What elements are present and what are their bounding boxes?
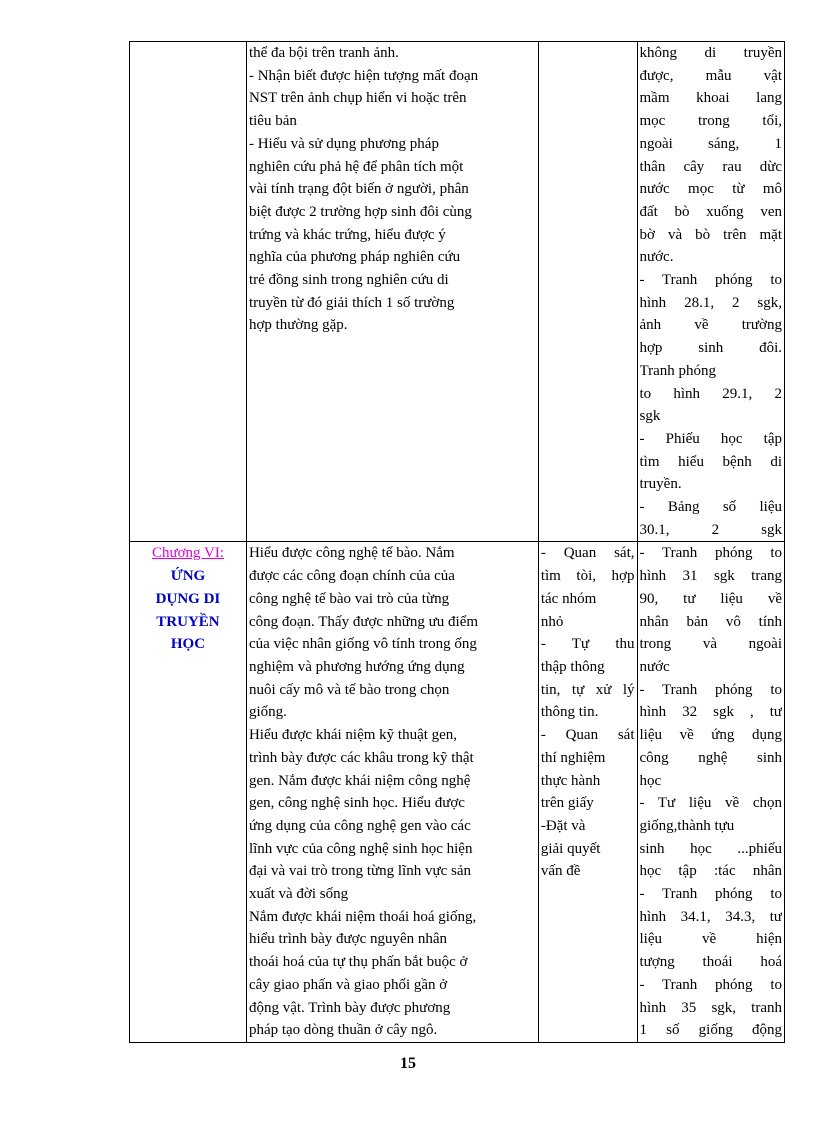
text-line: hình 28.1, 2 sgk, bbox=[639, 294, 782, 311]
text-line: liệu về hiện bbox=[639, 931, 782, 948]
text-line: trình bày được các khâu trong kỹ thật bbox=[248, 749, 474, 766]
text-line: công đoạn. Thấy được những ưu điểm bbox=[248, 613, 479, 630]
text-line: tin, tự xử lý bbox=[540, 681, 635, 698]
text-line: tìm hiểu bệnh di bbox=[639, 453, 782, 470]
text-line: Hiểu được công nghệ tế bào. Nắm bbox=[248, 545, 455, 562]
text-line: vấn đề bbox=[540, 863, 581, 880]
text-line: pháp tạo dòng thuần ở cây ngô. bbox=[248, 1022, 438, 1039]
text-line: của việc nhân giống vô tính trong ống bbox=[248, 636, 477, 653]
text-line: thí nghiệm bbox=[540, 749, 606, 766]
text-line: xuất và đời sống bbox=[248, 886, 349, 903]
objectives-cell bbox=[246, 542, 538, 1042]
text-line: truyền. bbox=[639, 476, 682, 493]
text-line: thể đa bội trên tranh ảnh. bbox=[248, 45, 399, 61]
text-line: trứng và khác trứng, hiểu được ý bbox=[248, 226, 446, 243]
text-line: 30.1, 2 sgk bbox=[639, 521, 782, 538]
text-line: - Tư liệu về chọn bbox=[639, 795, 782, 812]
text-line: Hiểu được khái niệm kỹ thuật gen, bbox=[248, 727, 458, 744]
text-line: hình 34.1, 34.3, tư bbox=[639, 908, 782, 925]
text-line: 1 số giống động bbox=[639, 1022, 782, 1039]
text-line: công nghệ sinh bbox=[639, 749, 782, 766]
text-line: Nắm được khái niệm thoái hoá giống, bbox=[248, 908, 477, 925]
text-line: sinh học ...phiếu bbox=[639, 840, 782, 857]
text-line: - Tranh phóng to bbox=[639, 886, 782, 903]
text-line: hợp sinh đôi. bbox=[639, 340, 782, 357]
text-line: được, mẫu vật bbox=[639, 67, 782, 84]
text-line: Tranh phóng bbox=[639, 362, 717, 379]
text-line: mọc trong tối, bbox=[639, 113, 782, 130]
methods-cell bbox=[538, 542, 637, 1042]
text-line: - Phiếu học tập bbox=[639, 430, 782, 447]
text-line: gen. Nắm được khái niệm công nghệ bbox=[248, 772, 471, 789]
page-number: 15 bbox=[400, 1055, 416, 1072]
text-line: - Quan sát bbox=[540, 727, 635, 744]
table-row bbox=[130, 42, 785, 542]
text-line: động vật. Trình bày được phương bbox=[248, 999, 451, 1016]
text-line: - Tranh phóng to bbox=[639, 272, 782, 289]
text-line: gen, công nghệ sinh học. Hiểu được bbox=[248, 795, 465, 812]
text-line: to hình 29.1, 2 bbox=[639, 385, 782, 402]
text-line: ngoài sáng, 1 bbox=[639, 135, 782, 152]
text-line: hợp thường gặp. bbox=[248, 317, 348, 334]
text-line: công nghệ tế bào vai trò của từng bbox=[248, 590, 450, 607]
methods-cell bbox=[538, 42, 637, 542]
text-line: thân cây rau dừc bbox=[639, 158, 782, 175]
text-line: trên giấy bbox=[540, 795, 594, 812]
text-line: hiểu trình bày được nguyên nhân bbox=[248, 931, 448, 948]
materials-cell bbox=[637, 542, 785, 1042]
text-line: thoái hoá của tự thụ phấn bắt buộc ở bbox=[248, 954, 468, 971]
text-line: học tập :tác nhân bbox=[639, 863, 782, 880]
text-line: tác nhóm bbox=[540, 590, 597, 607]
text-line: - Hiểu và sử dụng phương pháp bbox=[248, 135, 439, 152]
text-line: - Quan sát, bbox=[540, 545, 635, 562]
materials-cell bbox=[637, 42, 785, 542]
text-line: NST trên ảnh chụp hiển vi hoặc trên bbox=[248, 90, 467, 107]
chapter-title: ỨNG DỤNG DI TRUYỀN HỌC bbox=[155, 568, 221, 653]
text-line: liệu về ứng dụng bbox=[639, 727, 782, 744]
text-line: đại và vai trò trong từng lĩnh vực sản bbox=[248, 863, 472, 880]
text-line: bờ và bò trên mặt bbox=[639, 226, 782, 243]
text-line: hình 35 sgk, tranh bbox=[639, 999, 782, 1016]
text-line: được các công đoạn chính của của bbox=[248, 568, 455, 585]
text-line: không di truyền bbox=[639, 45, 782, 61]
text-line: nhân bản vô tính bbox=[639, 613, 782, 630]
text-line: mầm khoai lang bbox=[639, 90, 782, 107]
text-line: nhỏ bbox=[540, 613, 564, 630]
objectives-cell bbox=[246, 42, 538, 542]
chapter-cell bbox=[130, 42, 247, 542]
text-line: ảnh về trường bbox=[639, 317, 782, 334]
text-line: giải quyết bbox=[540, 840, 601, 857]
text-line: ứng dụng của công nghệ gen vào các bbox=[248, 817, 471, 834]
text-line: nghiên cứu phả hệ để phân tích một bbox=[248, 158, 464, 175]
curriculum-table bbox=[129, 41, 785, 1043]
text-line: -Đặt và bbox=[540, 817, 586, 834]
text-line: tượng thoái hoá bbox=[639, 954, 782, 971]
text-line: nghiệm và phương hướng ứng dụng bbox=[248, 658, 465, 675]
chapter-label: Chương VI: bbox=[151, 545, 224, 562]
text-line: hình 31 sgk trang bbox=[639, 568, 782, 585]
text-line: thập thông bbox=[540, 658, 605, 675]
text-line: - Nhận biết được hiện tượng mất đoạn bbox=[248, 67, 479, 84]
text-line: 90, tư liệu về bbox=[639, 590, 782, 607]
text-line: - Tranh phóng to bbox=[639, 545, 782, 562]
text-line: sgk bbox=[639, 408, 661, 425]
text-line: học bbox=[639, 772, 662, 789]
text-line: - Tự thu bbox=[540, 636, 635, 653]
text-line: nghĩa của phương pháp nghiên cứu bbox=[248, 249, 461, 266]
text-line: - Bảng số liệu bbox=[639, 499, 782, 516]
text-line: lĩnh vực của công nghệ sinh học hiện bbox=[248, 840, 473, 857]
text-line: truyền từ đó giải thích 1 số trường bbox=[248, 294, 455, 311]
text-line: giống. bbox=[248, 704, 287, 721]
text-line: hình 32 sgk , tư bbox=[639, 704, 782, 721]
text-line: vài tính trạng đột biến ở người, phân bbox=[248, 181, 469, 198]
text-line: nước. bbox=[639, 249, 674, 266]
text-line: - Tranh phóng to bbox=[639, 681, 782, 698]
text-line: trong và ngoài bbox=[639, 636, 782, 653]
chapter-cell bbox=[130, 542, 247, 1042]
text-line: giống,thành tựu bbox=[639, 817, 735, 834]
text-line: nước bbox=[639, 658, 670, 675]
text-line: tìm tòi, hợp bbox=[540, 568, 635, 585]
text-line: thông tin. bbox=[540, 704, 599, 721]
text-line: tiêu bản bbox=[248, 113, 297, 130]
text-line: trẻ đồng sinh trong nghiên cứu di bbox=[248, 272, 449, 289]
text-line: biệt được 2 trường hợp sinh đôi cùng bbox=[248, 203, 472, 220]
text-line: nước mọc từ mô bbox=[639, 181, 782, 198]
text-line: thực hành bbox=[540, 772, 601, 789]
table-row bbox=[130, 542, 785, 1042]
text-line: - Tranh phóng to bbox=[639, 976, 782, 993]
text-line: nuôi cấy mô và tế bào trong chọn bbox=[248, 681, 450, 698]
text-line: cây giao phấn và giao phối gần ở bbox=[248, 976, 448, 993]
text-line: đất bò xuống ven bbox=[639, 203, 782, 220]
